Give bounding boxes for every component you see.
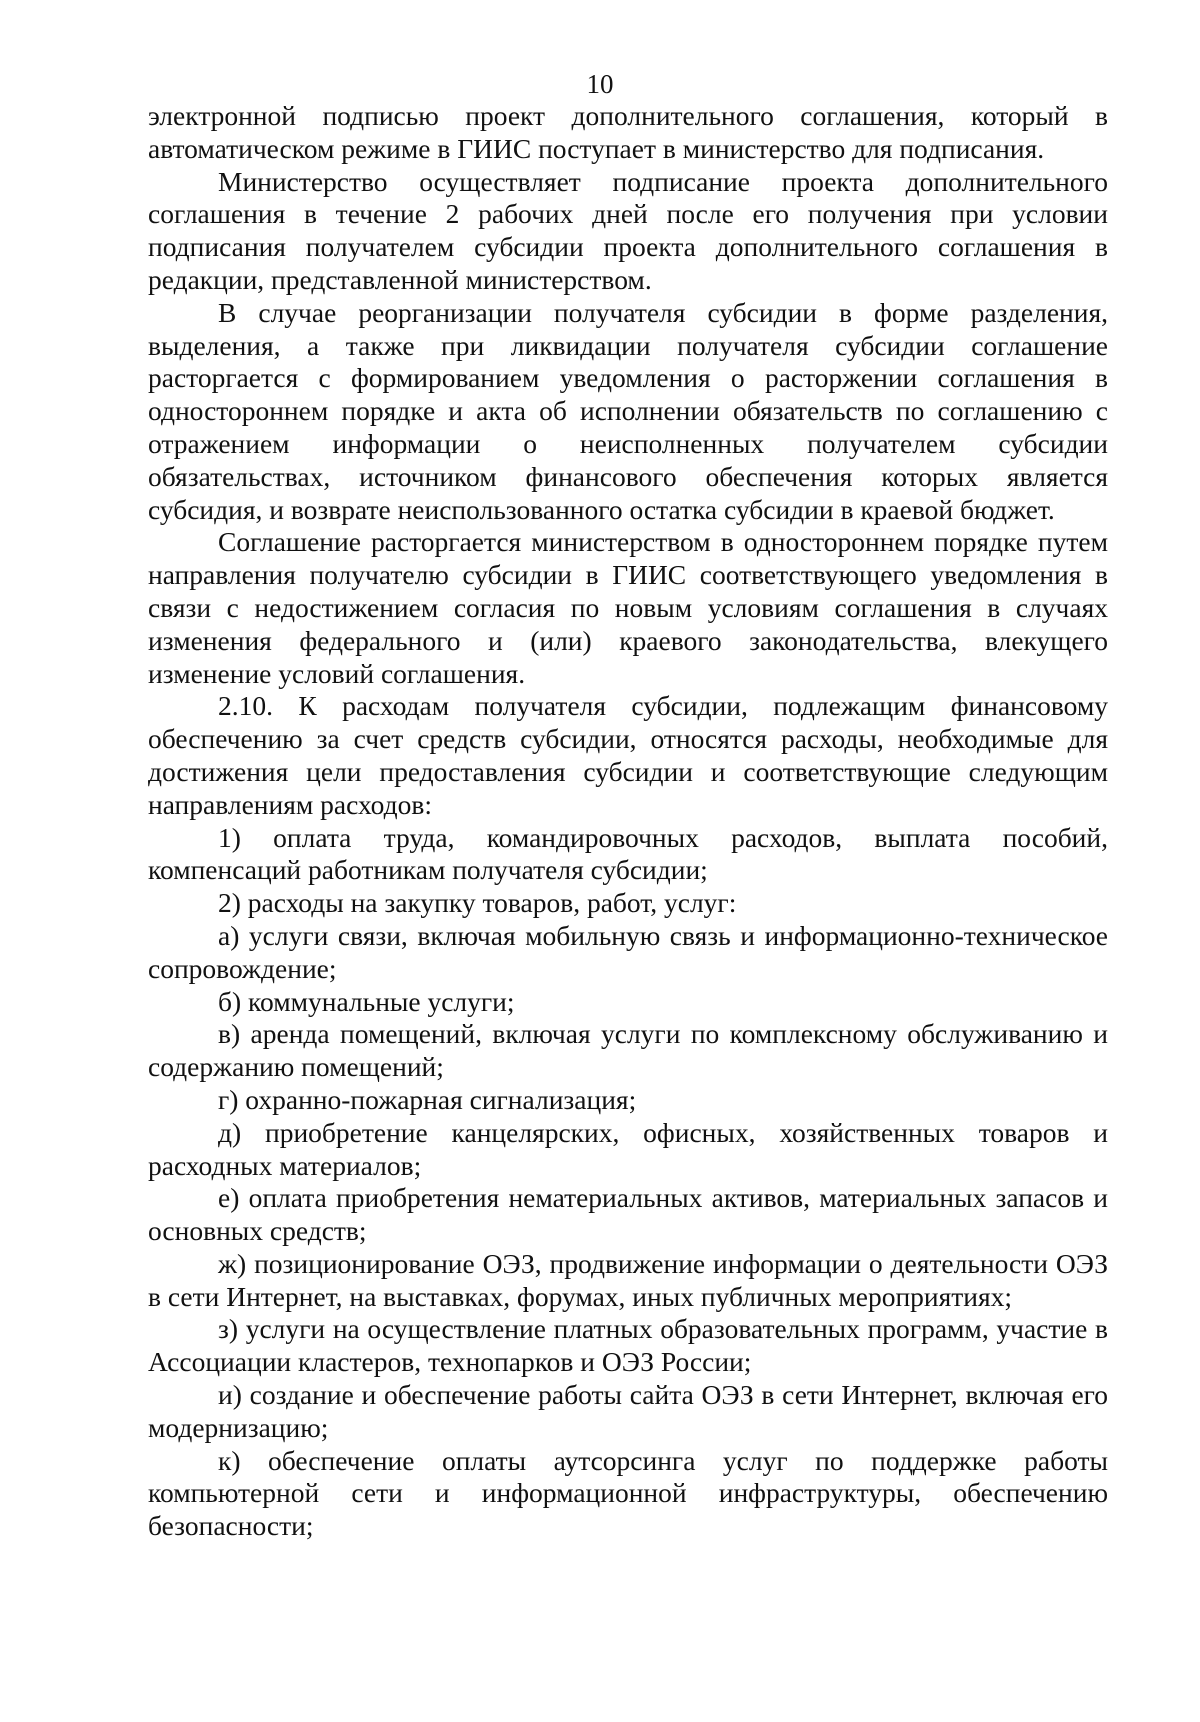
list-item-a: а) услуги связи, включая мобильную связь и информационно-техническое сопровождение; xyxy=(148,919,1108,984)
page-number: 10 xyxy=(586,69,614,99)
list-item-k: к) обеспечение оплаты аутсорсинга услуг по поддержке работы компьютерной сети и информационной инфраструктуры, обеспечению безопасности; xyxy=(148,1444,1108,1542)
list-item-1: 1) оплата труда, командировочных расходов, выплата пособий, компенсаций работникам получателя субсидии; xyxy=(148,821,1108,886)
list-item-i: и) создание и обеспечение работы сайта ОЭЗ в сети Интернет, включая его модернизацию; xyxy=(148,1379,1108,1443)
paragraph-termination: Соглашение расторгается министерством в одностороннем порядке путем направления получателю субсидии в ГИИС соответствующего уведомления в связи с недостижением согласия по новым условиям соглашения в случаях изменения федерального и (или) краевого законодательства, влекущего изменение условий соглашения. xyxy=(148,526,1108,689)
paragraph-clause-2-10: 2.10. К расходам получателя субсидии, подлежащим финансовому обеспечению за счет средств субсидии, относятся расходы, необходимые для достижения цели предоставления субсидии и соответствующие следующим направлениям расходов: xyxy=(148,690,1108,820)
list-item-b: б) коммунальные услуги; xyxy=(218,985,515,1017)
paragraph-continuation: электронной подписью проект дополнительного соглашения, который в автоматическом режиме в ГИИС поступает в министерство для подписания. xyxy=(148,100,1108,164)
paragraph-ministry-signing: Министерство осуществляет подписание проекта дополнительного соглашения в течение 2 рабочих дней после его получения при условии подписания получателем субсидии проекта дополнительного соглашения в редакции, представленной министерством. xyxy=(148,165,1108,295)
list-item-zh: ж) позиционирование ОЭЗ, продвижение информации о деятельности ОЭЗ в сети Интернет, на выставках, форумах, иных публичных мероприятиях; xyxy=(148,1247,1108,1312)
list-item-g: г) охранно-пожарная сигнализация; xyxy=(218,1083,637,1115)
list-item-2: 2) расходы на закупку товаров, работ, услуг: xyxy=(218,887,737,919)
list-item-e: е) оплата приобретения нематериальных активов, материальных запасов и основных средств; xyxy=(148,1182,1108,1247)
paragraph-reorganization: В случае реорганизации получателя субсидии в форме разделения, выделения, а также при ликвидации получателя субсидии соглашение расторгается с формированием уведомления о расторжении соглашения в одностороннем порядке и акта об исполнении обязательств по соглашению с отражением информации о неисполненных получателем субсидии обязательствах, источником финансового обеспечения которых является субсидия, и возврате неиспользованного остатка субсидии в краевой бюджет. xyxy=(148,296,1108,525)
document-body xyxy=(148,100,1108,1543)
list-item-d: д) приобретение канцелярских, офисных, хозяйственных товаров и расходных материалов; xyxy=(148,1116,1108,1181)
list-item-v: в) аренда помещений, включая услуги по комплексному обслуживанию и содержанию помещений; xyxy=(148,1018,1108,1083)
list-item-z: з) услуги на осуществление платных образовательных программ, участие в Ассоциации кластеров, технопарков и ОЭЗ России; xyxy=(148,1313,1108,1378)
